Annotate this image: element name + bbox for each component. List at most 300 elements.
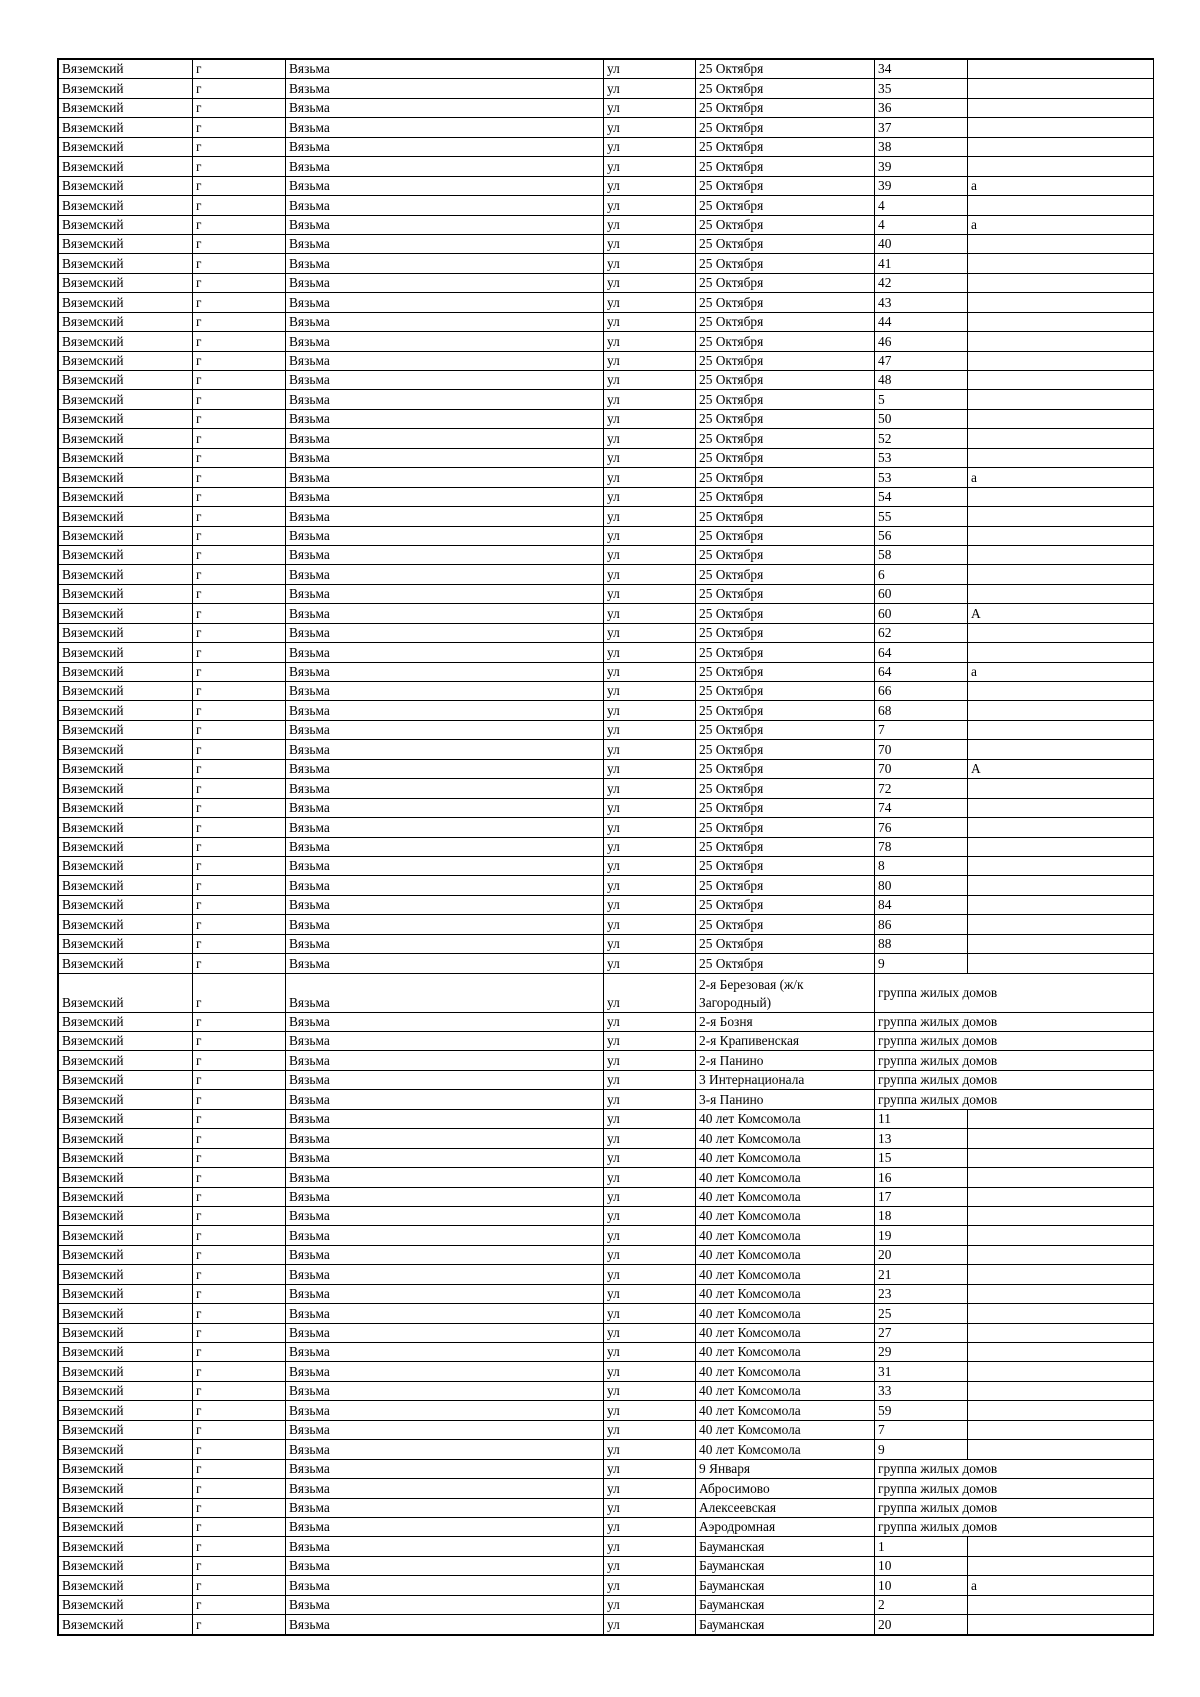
settlement-cell: Вязьма (286, 818, 604, 837)
settlement-type-cell: г (193, 293, 286, 312)
table-row (59, 332, 1154, 351)
settlement-type-cell: г (193, 176, 286, 195)
table-row (59, 1420, 1154, 1439)
letter-cell (968, 1323, 1154, 1342)
street-cell: Абросимово (696, 1479, 875, 1498)
letter-cell (968, 1226, 1154, 1245)
district-cell: Вяземский (59, 273, 193, 292)
settlement-type-cell: г (193, 584, 286, 603)
district-cell: Вяземский (59, 176, 193, 195)
letter-cell (968, 779, 1154, 798)
street-cell: 40 лет Комсомола (696, 1226, 875, 1245)
settlement-cell: Вязьма (286, 118, 604, 137)
street-cell: 3 Интернационала (696, 1070, 875, 1089)
street-type-cell: ул (604, 429, 696, 448)
street-type-cell: ул (604, 565, 696, 584)
street-cell: 40 лет Комсомола (696, 1343, 875, 1362)
table-row (59, 448, 1154, 467)
letter-cell (968, 682, 1154, 701)
settlement-cell: Вязьма (286, 1206, 604, 1225)
street-cell: Бауманская (696, 1556, 875, 1575)
settlement-type-cell: г (193, 409, 286, 428)
settlement-type-cell: г (193, 1265, 286, 1284)
house-cell: 74 (875, 798, 968, 817)
settlement-type-cell: г (193, 234, 286, 253)
street-type-cell: ул (604, 1556, 696, 1575)
street-type-cell: ул (604, 798, 696, 817)
letter-cell (968, 1265, 1154, 1284)
settlement-cell: Вязьма (286, 1090, 604, 1109)
street-type-cell: ул (604, 1537, 696, 1556)
settlement-type-cell: г (193, 1517, 286, 1536)
district-cell: Вяземский (59, 1459, 193, 1478)
settlement-cell: Вязьма (286, 915, 604, 934)
letter-cell (968, 1440, 1154, 1459)
district-cell: Вяземский (59, 1012, 193, 1031)
settlement-type-cell: г (193, 1323, 286, 1342)
street-type-cell: ул (604, 1615, 696, 1634)
street-cell: 40 лет Комсомола (696, 1187, 875, 1206)
house-cell: группа жилых домов (875, 1517, 1154, 1536)
settlement-type-cell: г (193, 118, 286, 137)
table-row (59, 487, 1154, 506)
table-row (59, 1595, 1154, 1614)
district-cell: Вяземский (59, 1556, 193, 1575)
street-cell: 25 Октября (696, 196, 875, 215)
street-cell: 25 Октября (696, 565, 875, 584)
street-cell: 25 Октября (696, 895, 875, 914)
street-type-cell: ул (604, 1401, 696, 1420)
house-cell: 23 (875, 1284, 968, 1303)
settlement-cell: Вязьма (286, 1576, 604, 1595)
street-cell: 25 Октября (696, 526, 875, 545)
street-type-cell: ул (604, 234, 696, 253)
settlement-cell: Вязьма (286, 662, 604, 681)
district-cell: Вяземский (59, 1187, 193, 1206)
street-type-cell: ул (604, 643, 696, 662)
letter-cell (968, 332, 1154, 351)
street-type-cell: ул (604, 1576, 696, 1595)
settlement-cell: Вязьма (286, 468, 604, 487)
settlement-cell: Вязьма (286, 254, 604, 273)
street-cell: 25 Октября (696, 60, 875, 79)
street-cell: 40 лет Комсомола (696, 1245, 875, 1264)
settlement-type-cell: г (193, 604, 286, 623)
settlement-cell: Вязьма (286, 643, 604, 662)
settlement-type-cell: г (193, 915, 286, 934)
settlement-type-cell: г (193, 137, 286, 156)
district-cell: Вяземский (59, 604, 193, 623)
table-row (59, 371, 1154, 390)
settlement-type-cell: г (193, 701, 286, 720)
district-cell: Вяземский (59, 1148, 193, 1167)
letter-cell (968, 293, 1154, 312)
street-cell: Бауманская (696, 1595, 875, 1614)
settlement-cell: Вязьма (286, 1362, 604, 1381)
house-cell: 42 (875, 273, 968, 292)
house-cell: 25 (875, 1304, 968, 1323)
street-cell: 9 Января (696, 1459, 875, 1478)
street-cell: 25 Октября (696, 837, 875, 856)
settlement-type-cell: г (193, 332, 286, 351)
street-cell: Бауманская (696, 1537, 875, 1556)
street-type-cell: ул (604, 1420, 696, 1439)
settlement-type-cell: г (193, 1090, 286, 1109)
street-type-cell: ул (604, 740, 696, 759)
table-row (59, 1615, 1154, 1634)
street-cell: Бауманская (696, 1576, 875, 1595)
house-cell: 46 (875, 332, 968, 351)
street-type-cell: ул (604, 1498, 696, 1517)
table-row (59, 682, 1154, 701)
table-row (59, 895, 1154, 914)
house-cell: группа жилых домов (875, 1032, 1154, 1051)
street-type-cell: ул (604, 351, 696, 370)
house-cell: 86 (875, 915, 968, 934)
street-cell: 25 Октября (696, 79, 875, 98)
district-cell: Вяземский (59, 1381, 193, 1400)
street-type-cell: ул (604, 1051, 696, 1070)
street-type-cell: ул (604, 60, 696, 79)
settlement-cell: Вязьма (286, 1070, 604, 1089)
settlement-cell: Вязьма (286, 565, 604, 584)
settlement-type-cell: г (193, 876, 286, 895)
district-cell: Вяземский (59, 429, 193, 448)
district-cell: Вяземский (59, 1479, 193, 1498)
letter-cell (968, 818, 1154, 837)
street-type-cell: ул (604, 1284, 696, 1303)
letter-cell (968, 1168, 1154, 1187)
letter-cell (968, 448, 1154, 467)
district-cell: Вяземский (59, 682, 193, 701)
street-cell: 25 Октября (696, 720, 875, 739)
table-row (59, 1148, 1154, 1167)
street-cell: 40 лет Комсомола (696, 1381, 875, 1400)
address-table-sheet (57, 58, 1154, 1636)
district-cell: Вяземский (59, 934, 193, 953)
table-row (59, 1206, 1154, 1225)
settlement-cell: Вязьма (286, 487, 604, 506)
settlement-type-cell: г (193, 215, 286, 234)
settlement-cell: Вязьма (286, 1168, 604, 1187)
settlement-type-cell: г (193, 837, 286, 856)
letter-cell (968, 118, 1154, 137)
address-table (58, 59, 1154, 1635)
house-cell: 50 (875, 409, 968, 428)
settlement-cell: Вязьма (286, 390, 604, 409)
district-cell: Вяземский (59, 1051, 193, 1070)
street-cell: 25 Октября (696, 604, 875, 623)
house-cell: 48 (875, 371, 968, 390)
settlement-type-cell: г (193, 856, 286, 875)
district-cell: Вяземский (59, 1440, 193, 1459)
district-cell: Вяземский (59, 137, 193, 156)
district-cell: Вяземский (59, 196, 193, 215)
district-cell: Вяземский (59, 876, 193, 895)
street-type-cell: ул (604, 1517, 696, 1536)
settlement-cell: Вязьма (286, 876, 604, 895)
table-row (59, 1537, 1154, 1556)
table-row (59, 759, 1154, 778)
house-cell: 88 (875, 934, 968, 953)
table-row (59, 79, 1154, 98)
letter-cell (968, 623, 1154, 642)
letter-cell: а (968, 468, 1154, 487)
table-row (59, 740, 1154, 759)
table-row (59, 720, 1154, 739)
table-row (59, 1109, 1154, 1128)
letter-cell (968, 1381, 1154, 1400)
street-type-cell: ул (604, 98, 696, 117)
house-cell: 52 (875, 429, 968, 448)
settlement-type-cell: г (193, 1070, 286, 1089)
letter-cell (968, 371, 1154, 390)
letter-cell (968, 876, 1154, 895)
settlement-cell: Вязьма (286, 740, 604, 759)
settlement-type-cell: г (193, 526, 286, 545)
address-table-body (59, 60, 1154, 1635)
street-type-cell: ул (604, 1090, 696, 1109)
house-cell: 29 (875, 1343, 968, 1362)
table-row (59, 604, 1154, 623)
letter-cell (968, 701, 1154, 720)
house-cell: 56 (875, 526, 968, 545)
settlement-cell: Вязьма (286, 60, 604, 79)
house-cell: 7 (875, 720, 968, 739)
house-cell: 34 (875, 60, 968, 79)
house-cell: 64 (875, 662, 968, 681)
house-cell: 1 (875, 1537, 968, 1556)
house-cell: 4 (875, 196, 968, 215)
table-row (59, 118, 1154, 137)
district-cell: Вяземский (59, 565, 193, 584)
house-cell: группа жилых домов (875, 1012, 1154, 1031)
settlement-type-cell: г (193, 1440, 286, 1459)
district-cell: Вяземский (59, 468, 193, 487)
settlement-type-cell: г (193, 1206, 286, 1225)
street-cell: 25 Октября (696, 623, 875, 642)
district-cell: Вяземский (59, 526, 193, 545)
letter-cell (968, 196, 1154, 215)
letter-cell (968, 157, 1154, 176)
street-cell: 25 Октября (696, 954, 875, 973)
street-cell: 25 Октября (696, 487, 875, 506)
house-cell: 80 (875, 876, 968, 895)
settlement-cell: Вязьма (286, 137, 604, 156)
street-type-cell: ул (604, 1595, 696, 1614)
street-cell: 25 Октября (696, 584, 875, 603)
house-cell: 33 (875, 1381, 968, 1400)
street-type-cell: ул (604, 1459, 696, 1478)
settlement-cell: Вязьма (286, 196, 604, 215)
street-type-cell: ул (604, 293, 696, 312)
street-cell: 25 Октября (696, 779, 875, 798)
settlement-cell: Вязьма (286, 779, 604, 798)
letter-cell (968, 1148, 1154, 1167)
district-cell: Вяземский (59, 118, 193, 137)
settlement-type-cell: г (193, 1595, 286, 1614)
table-row (59, 1051, 1154, 1070)
table-row (59, 818, 1154, 837)
settlement-type-cell: г (193, 643, 286, 662)
table-row (59, 157, 1154, 176)
street-type-cell: ул (604, 215, 696, 234)
street-cell: 25 Октября (696, 332, 875, 351)
street-type-cell: ул (604, 507, 696, 526)
district-cell: Вяземский (59, 1498, 193, 1517)
street-cell: 25 Октября (696, 662, 875, 681)
district-cell: Вяземский (59, 818, 193, 837)
street-type-cell: ул (604, 371, 696, 390)
table-row (59, 1070, 1154, 1089)
table-row (59, 1401, 1154, 1420)
table-row (59, 1459, 1154, 1478)
street-cell: Аэродромная (696, 1517, 875, 1536)
table-row (59, 545, 1154, 564)
letter-cell (968, 1556, 1154, 1575)
house-cell: 35 (875, 79, 968, 98)
house-cell: 41 (875, 254, 968, 273)
street-cell: 25 Октября (696, 915, 875, 934)
district-cell: Вяземский (59, 487, 193, 506)
settlement-cell: Вязьма (286, 584, 604, 603)
settlement-cell: Вязьма (286, 1187, 604, 1206)
table-row (59, 526, 1154, 545)
settlement-cell: Вязьма (286, 98, 604, 117)
table-row (59, 1129, 1154, 1148)
street-type-cell: ул (604, 662, 696, 681)
settlement-type-cell: г (193, 429, 286, 448)
house-cell: 84 (875, 895, 968, 914)
settlement-cell: Вязьма (286, 1284, 604, 1303)
table-row (59, 293, 1154, 312)
table-row (59, 137, 1154, 156)
street-cell: 25 Октября (696, 98, 875, 117)
street-type-cell: ул (604, 176, 696, 195)
letter-cell (968, 1109, 1154, 1128)
district-cell: Вяземский (59, 1226, 193, 1245)
settlement-type-cell: г (193, 1576, 286, 1595)
street-type-cell: ул (604, 779, 696, 798)
letter-cell (968, 837, 1154, 856)
street-cell: Бауманская (696, 1615, 875, 1634)
street-type-cell: ул (604, 818, 696, 837)
street-type-cell: ул (604, 1109, 696, 1128)
table-row (59, 1304, 1154, 1323)
house-cell: группа жилых домов (875, 1090, 1154, 1109)
street-type-cell: ул (604, 1304, 696, 1323)
district-cell: Вяземский (59, 1090, 193, 1109)
letter-cell (968, 312, 1154, 331)
house-cell: группа жилых домов (875, 1498, 1154, 1517)
settlement-type-cell: г (193, 312, 286, 331)
street-cell: 25 Октября (696, 856, 875, 875)
settlement-type-cell: г (193, 273, 286, 292)
street-cell: 25 Октября (696, 759, 875, 778)
letter-cell (968, 409, 1154, 428)
street-type-cell: ул (604, 332, 696, 351)
settlement-type-cell: г (193, 79, 286, 98)
district-cell: Вяземский (59, 215, 193, 234)
house-cell: 60 (875, 584, 968, 603)
table-row (59, 1090, 1154, 1109)
settlement-type-cell: г (193, 1537, 286, 1556)
settlement-cell: Вязьма (286, 448, 604, 467)
letter-cell (968, 351, 1154, 370)
street-cell: 40 лет Комсомола (696, 1206, 875, 1225)
street-cell: 25 Октября (696, 798, 875, 817)
letter-cell (968, 429, 1154, 448)
settlement-type-cell: г (193, 779, 286, 798)
settlement-cell: Вязьма (286, 1595, 604, 1614)
district-cell: Вяземский (59, 1304, 193, 1323)
district-cell: Вяземский (59, 720, 193, 739)
table-row (59, 1440, 1154, 1459)
settlement-type-cell: г (193, 798, 286, 817)
letter-cell (968, 390, 1154, 409)
settlement-cell: Вязьма (286, 371, 604, 390)
table-row (59, 1479, 1154, 1498)
letter-cell (968, 895, 1154, 914)
house-cell: 78 (875, 837, 968, 856)
house-cell: 9 (875, 1440, 968, 1459)
letter-cell (968, 1537, 1154, 1556)
district-cell: Вяземский (59, 79, 193, 98)
street-type-cell: ул (604, 448, 696, 467)
house-cell: 40 (875, 234, 968, 253)
street-type-cell: ул (604, 1479, 696, 1498)
letter-cell (968, 1129, 1154, 1148)
street-type-cell: ул (604, 1012, 696, 1031)
street-type-cell: ул (604, 1187, 696, 1206)
house-cell: 10 (875, 1556, 968, 1575)
settlement-cell: Вязьма (286, 1012, 604, 1031)
district-cell: Вяземский (59, 1517, 193, 1536)
street-cell: 40 лет Комсомола (696, 1168, 875, 1187)
street-cell: 40 лет Комсомола (696, 1401, 875, 1420)
street-cell: 2-я Панино (696, 1051, 875, 1070)
settlement-type-cell: г (193, 1148, 286, 1167)
district-cell: Вяземский (59, 701, 193, 720)
settlement-cell: Вязьма (286, 1265, 604, 1284)
settlement-cell: Вязьма (286, 895, 604, 914)
settlement-cell: Вязьма (286, 759, 604, 778)
letter-cell (968, 1304, 1154, 1323)
house-cell: 7 (875, 1420, 968, 1439)
table-row (59, 1556, 1154, 1575)
settlement-cell: Вязьма (286, 409, 604, 428)
settlement-type-cell: г (193, 545, 286, 564)
street-type-cell: ул (604, 1129, 696, 1148)
settlement-cell: Вязьма (286, 507, 604, 526)
table-row (59, 584, 1154, 603)
letter-cell (968, 1343, 1154, 1362)
table-row (59, 662, 1154, 681)
house-cell: 15 (875, 1148, 968, 1167)
settlement-type-cell: г (193, 98, 286, 117)
street-type-cell: ул (604, 79, 696, 98)
table-row (59, 1498, 1154, 1517)
settlement-cell: Вязьма (286, 215, 604, 234)
house-cell: 62 (875, 623, 968, 642)
street-type-cell: ул (604, 1343, 696, 1362)
street-cell: 25 Октября (696, 254, 875, 273)
street-cell: 25 Октября (696, 176, 875, 195)
house-cell: 72 (875, 779, 968, 798)
district-cell: Вяземский (59, 351, 193, 370)
street-type-cell: ул (604, 682, 696, 701)
district-cell: Вяземский (59, 448, 193, 467)
